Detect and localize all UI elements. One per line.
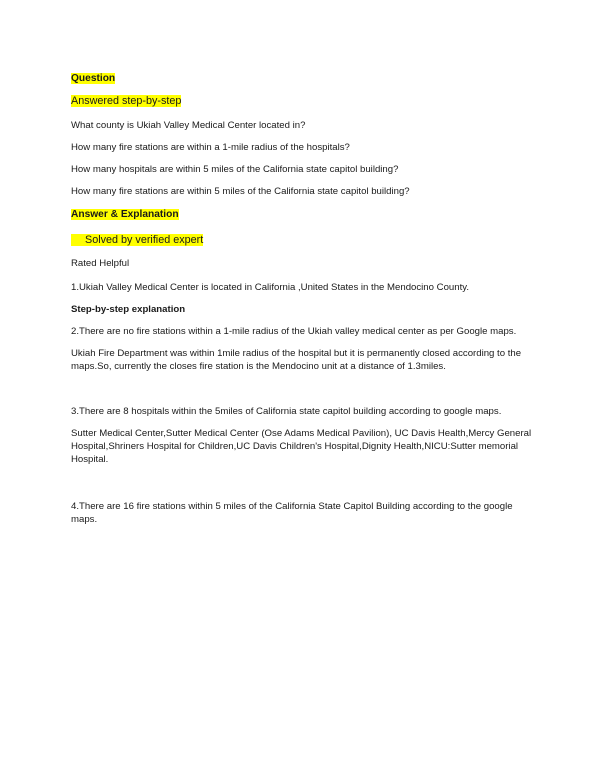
answer-2: 2.There are no fire stations within a 1-mile radius of the Ukiah valley medical center as per Google maps. — [71, 326, 517, 337]
answer-3-detail: Sutter Medical Center,Sutter Medical Center (Ose Adams Medical Pavilion), UC Davis Health,Mercy General Hospital,Shriners Hospital for Children,UC Davis Children's Hospital,Dignity Health,NICU:Sutter memorial Hospital. — [71, 428, 532, 465]
answer-2-detail: Ukiah Fire Department was within 1mile radius of the hospital but it is permanently closed according to the maps.So, currently the closes fire station is the Mendocino unit at a distance of 1.3miles. — [71, 348, 522, 372]
solved-by-expert — [71, 234, 203, 247]
question-3: How many hospitals are within 5 miles of the California state capitol building? — [71, 164, 399, 175]
question-4: How many fire stations are within 5 miles of the California state capitol building? — [71, 186, 410, 197]
answered-label: Answered step-by-step — [71, 95, 182, 107]
answer-1: 1.Ukiah Valley Medical Center is located in California ,United States in the Mendocino County. — [71, 282, 469, 293]
question-1: What county is Ukiah Valley Medical Center located in? — [71, 120, 306, 131]
question-label: Question — [71, 73, 116, 84]
explanation-heading: Step-by-step explanation — [71, 304, 186, 315]
question-heading — [71, 72, 115, 85]
answer-label: Answer & Explanation — [71, 209, 179, 220]
answered-step-by-step — [71, 95, 181, 108]
answer-heading — [71, 208, 179, 221]
solved-label: Solved by verified expert — [71, 234, 203, 246]
rated-helpful: Rated Helpful — [71, 258, 130, 269]
answer-4: 4.There are 16 fire stations within 5 miles of the California State Capitol Building according to the google maps. — [71, 501, 513, 525]
question-2: How many fire stations are within a 1-mile radius of the hospitals? — [71, 142, 350, 153]
answer-3: 3.There are 8 hospitals within the 5miles of California state capitol building according to google maps. — [71, 406, 502, 417]
